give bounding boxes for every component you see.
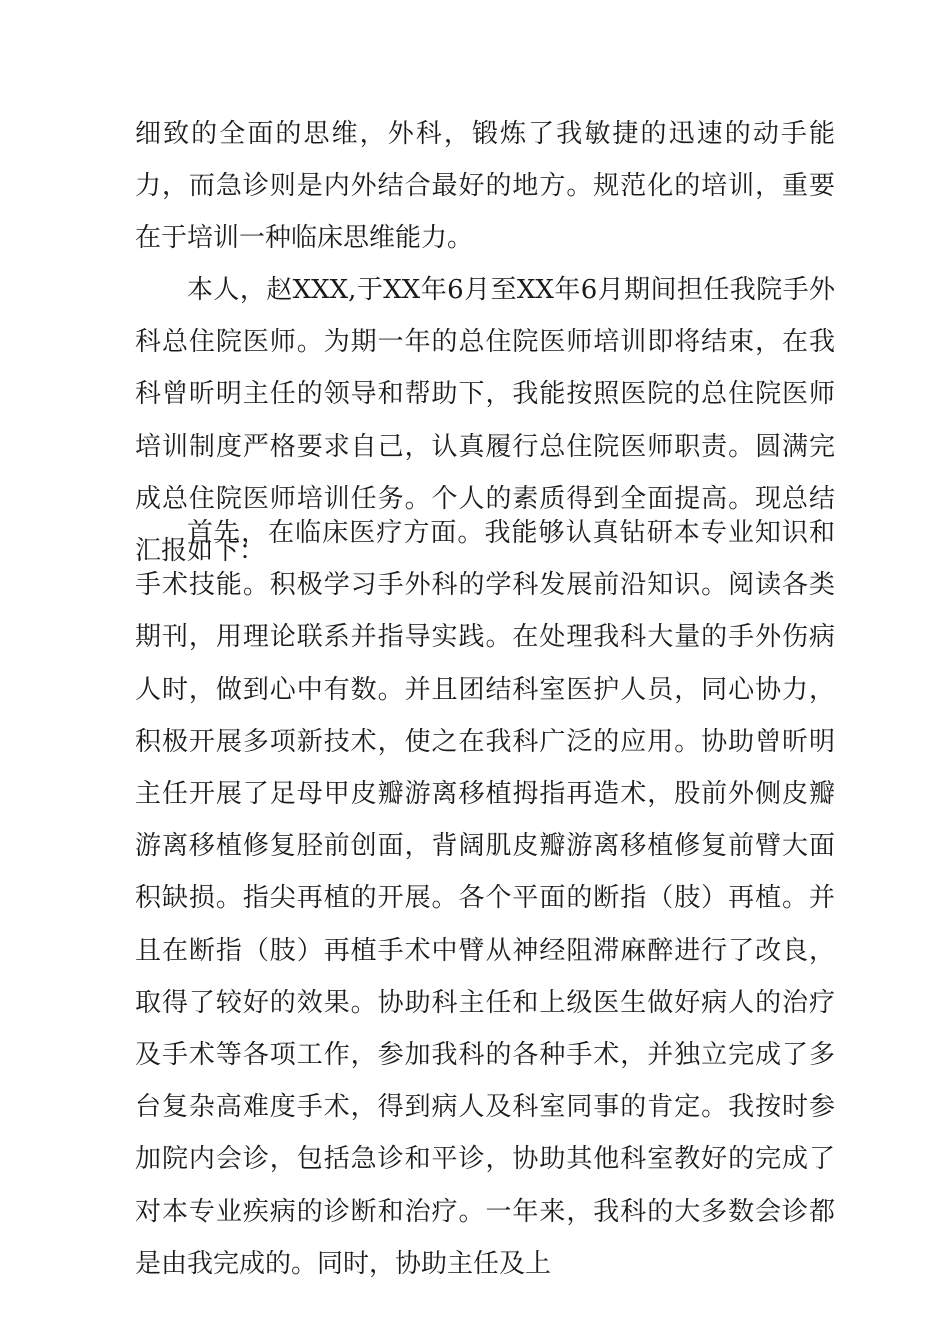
paragraph-3: 首先，在临床医疗方面。我能够认真钻研本专业知识和手术技能。积极学习手外科的学科发展前沿知识。阅读各类期刊，用理论联系并指导实践。在处理我科大量的手外伤病人时，做到心中有数。并且团结科室医护人员，同心协力，积极开展多项新技术，使之在我科广泛的应用。协助曾昕明主任开展了足母甲皮瓣游离移植拇指再造术，股前外侧皮瓣游离移植修复胫前创面，背阔肌皮瓣游离移植修复前臂大面积缺损。指尖再植的开展。各个平面的断指（肢）再植。并且在断指（肢）再植手术中臂从神经阻滞麻醉进行了改良，取得了较好的效果。协助科主任和上级医生做好病人的治疗及手术等各项工作，参加我科的各种手术，并独立完成了多台复杂高难度手术，得到病人及科室同事的肯定。我按时参加院内会诊，包括急诊和平诊，协助其他科室教好的完成了对本专业疾病的诊断和治疗。一年来，我科的大多数会诊都是由我完成的。同时，协助主任及上	[135, 518, 835, 1279]
paragraph-1: 细致的全面的思维，外科，锻炼了我敏捷的迅速的动手能力，而急诊则是内外结合最好的地方。规范化的培训，重要在于培训一种临床思维能力。	[135, 119, 835, 254]
paragraph-2: 本人，赵XXX,于XX年6月至XX年6月期间担任我院手外科总住院医师。为期一年的总住院医师培训即将结束，在我科曾昕明主任的领导和帮助下，我能按照医院的总住院医师培训制度严格要求自己，认真履行总住院医师职责。圆满完成总住院医师培训任务。个人的素质得到全面提高。现总结汇报如下：	[135, 275, 835, 567]
